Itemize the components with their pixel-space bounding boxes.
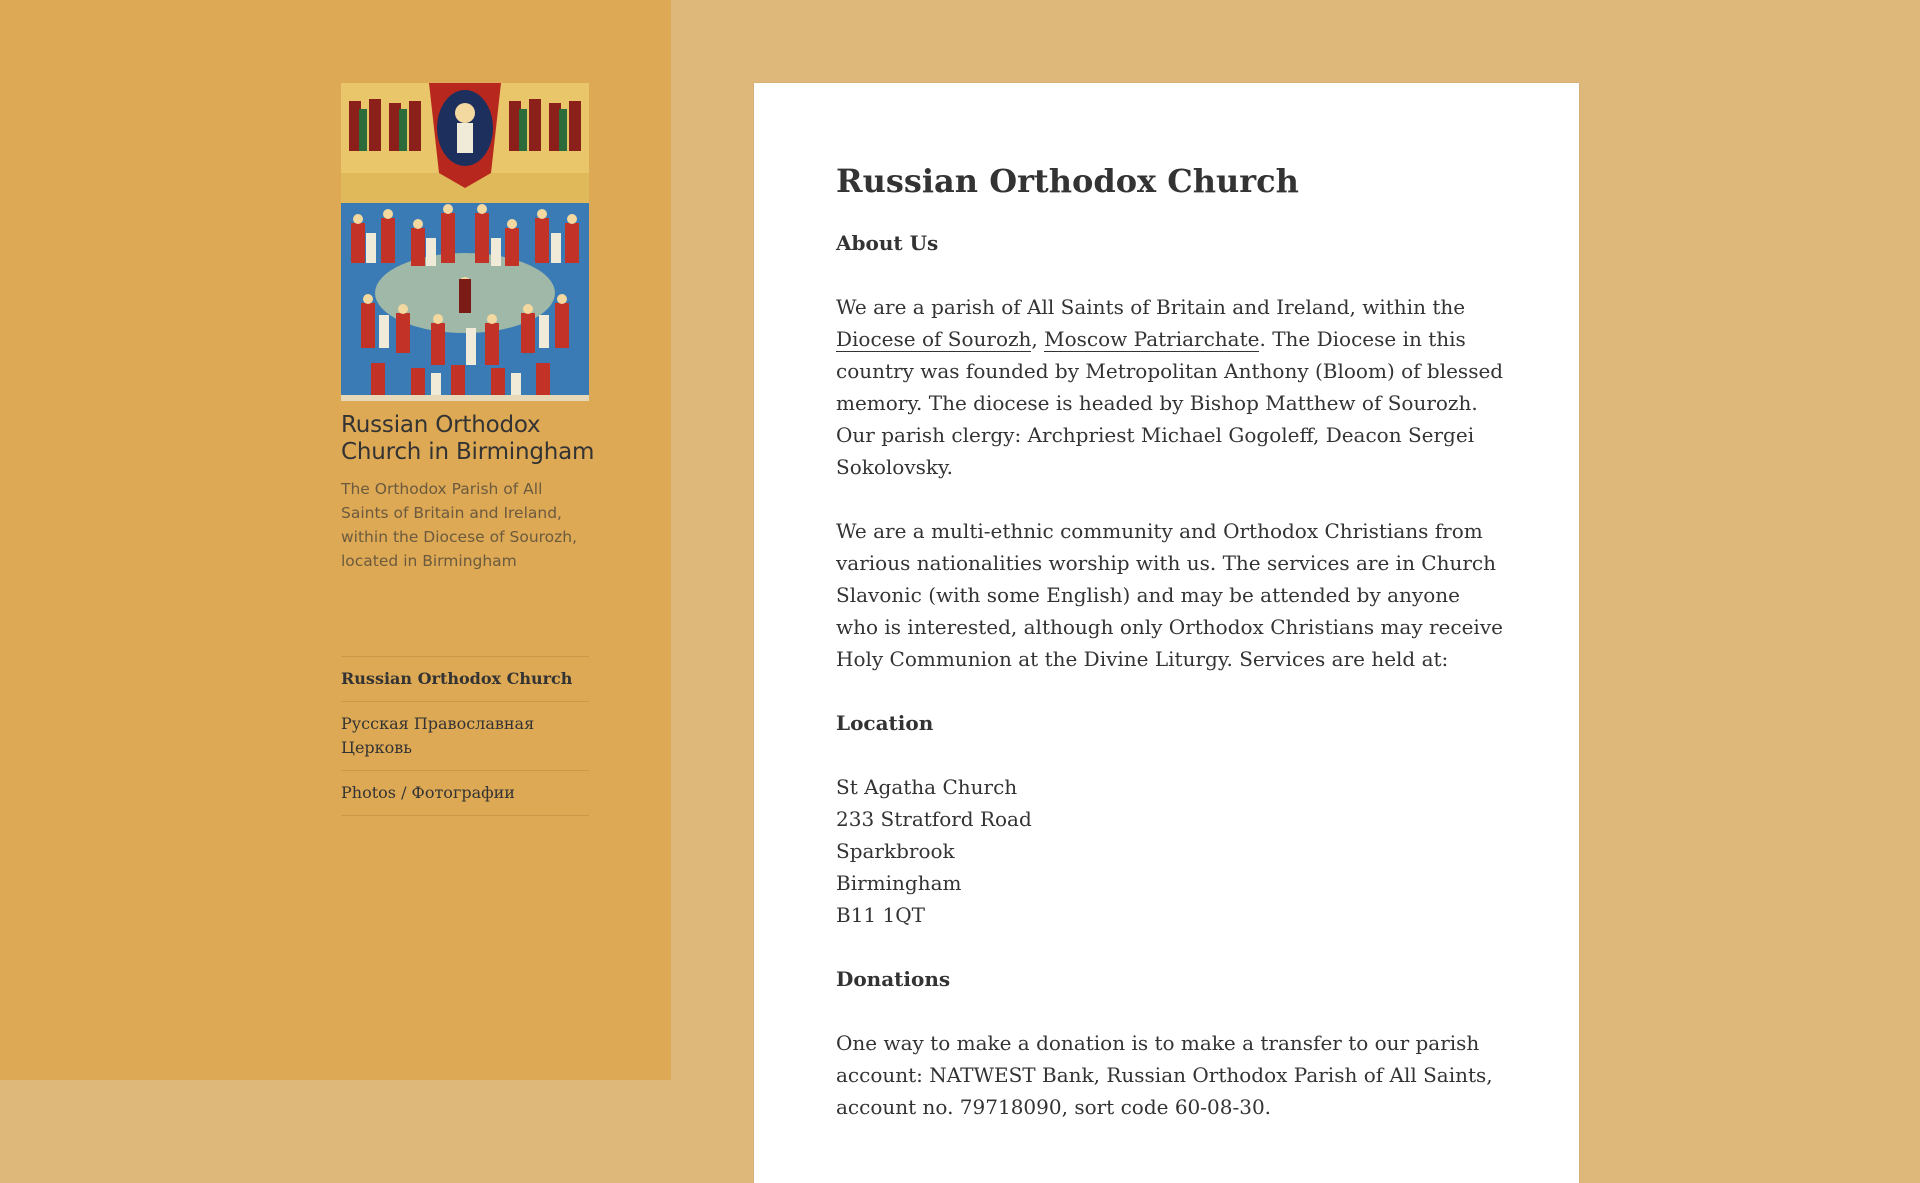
donations-paragraph: One way to make a donation is to make a transfer to our parish account: NATWEST Bank, Russian Orthodox Parish of All Saints, account no. 79718090, sort code 60-08-30. — [836, 1031, 1493, 1119]
address-line: 233 Stratford Road — [836, 807, 1032, 831]
address-line: B11 1QT — [836, 903, 925, 927]
nav-item-russian-language-page[interactable]: Русская Православная Церковь — [341, 702, 589, 771]
address-line: Birmingham — [836, 871, 962, 895]
about-paragraph — [836, 291, 1506, 483]
page-title: Russian Orthodox Church — [836, 162, 1299, 200]
moscow-patriarchate-link[interactable]: Moscow Patriarchate — [1044, 327, 1260, 351]
main-content — [754, 83, 1579, 1183]
about-text-2: , — [1031, 327, 1045, 351]
address-line: St Agatha Church — [836, 775, 1018, 799]
donations-heading: Donations — [836, 967, 951, 991]
nav-item-photos[interactable]: Photos / Фотографии — [341, 771, 589, 816]
community-paragraph: We are a multi-ethnic community and Orthodox Christians from various nationalities worship with us. The services are in Church Slavonic (with some English) and may be attended by anyone who is interested, although only Orthodox Christians may receive Holy Communion at the Divine Liturgy. Services are held at: — [836, 519, 1503, 671]
about-text-1: We are a parish of All Saints of Britain and Ireland, within the — [836, 295, 1466, 319]
site-title[interactable]: Russian Orthodox Church in Birmingham — [341, 412, 595, 465]
address-block — [836, 771, 1506, 931]
nav-item-russian-orthodox-church[interactable]: Russian Orthodox Church — [341, 657, 589, 702]
sidebar — [0, 0, 671, 1080]
site-logo-icon-image[interactable] — [341, 83, 589, 401]
about-text-3: . The Diocese in this country was founded by Metropolitan Anthony (Bloom) of blessed memory. The diocese is headed by Bishop Matthew of Sourozh. Our parish clergy: Archpriest Michael Gogoleff, Deacon Sergei Sokolovsky. — [836, 327, 1504, 479]
address-line: Sparkbrook — [836, 839, 955, 863]
page-article — [836, 161, 1506, 1155]
location-heading: Location — [836, 711, 934, 735]
site-description: The Orthodox Parish of All Saints of Britain and Ireland, within the Diocese of Sourozh, located in Birmingham — [341, 480, 578, 570]
icon-painting — [341, 83, 589, 401]
diocese-of-sourozh-link[interactable]: Diocese of Sourozh — [836, 327, 1032, 351]
main-navigation — [341, 656, 589, 816]
about-heading: About Us — [836, 231, 939, 255]
